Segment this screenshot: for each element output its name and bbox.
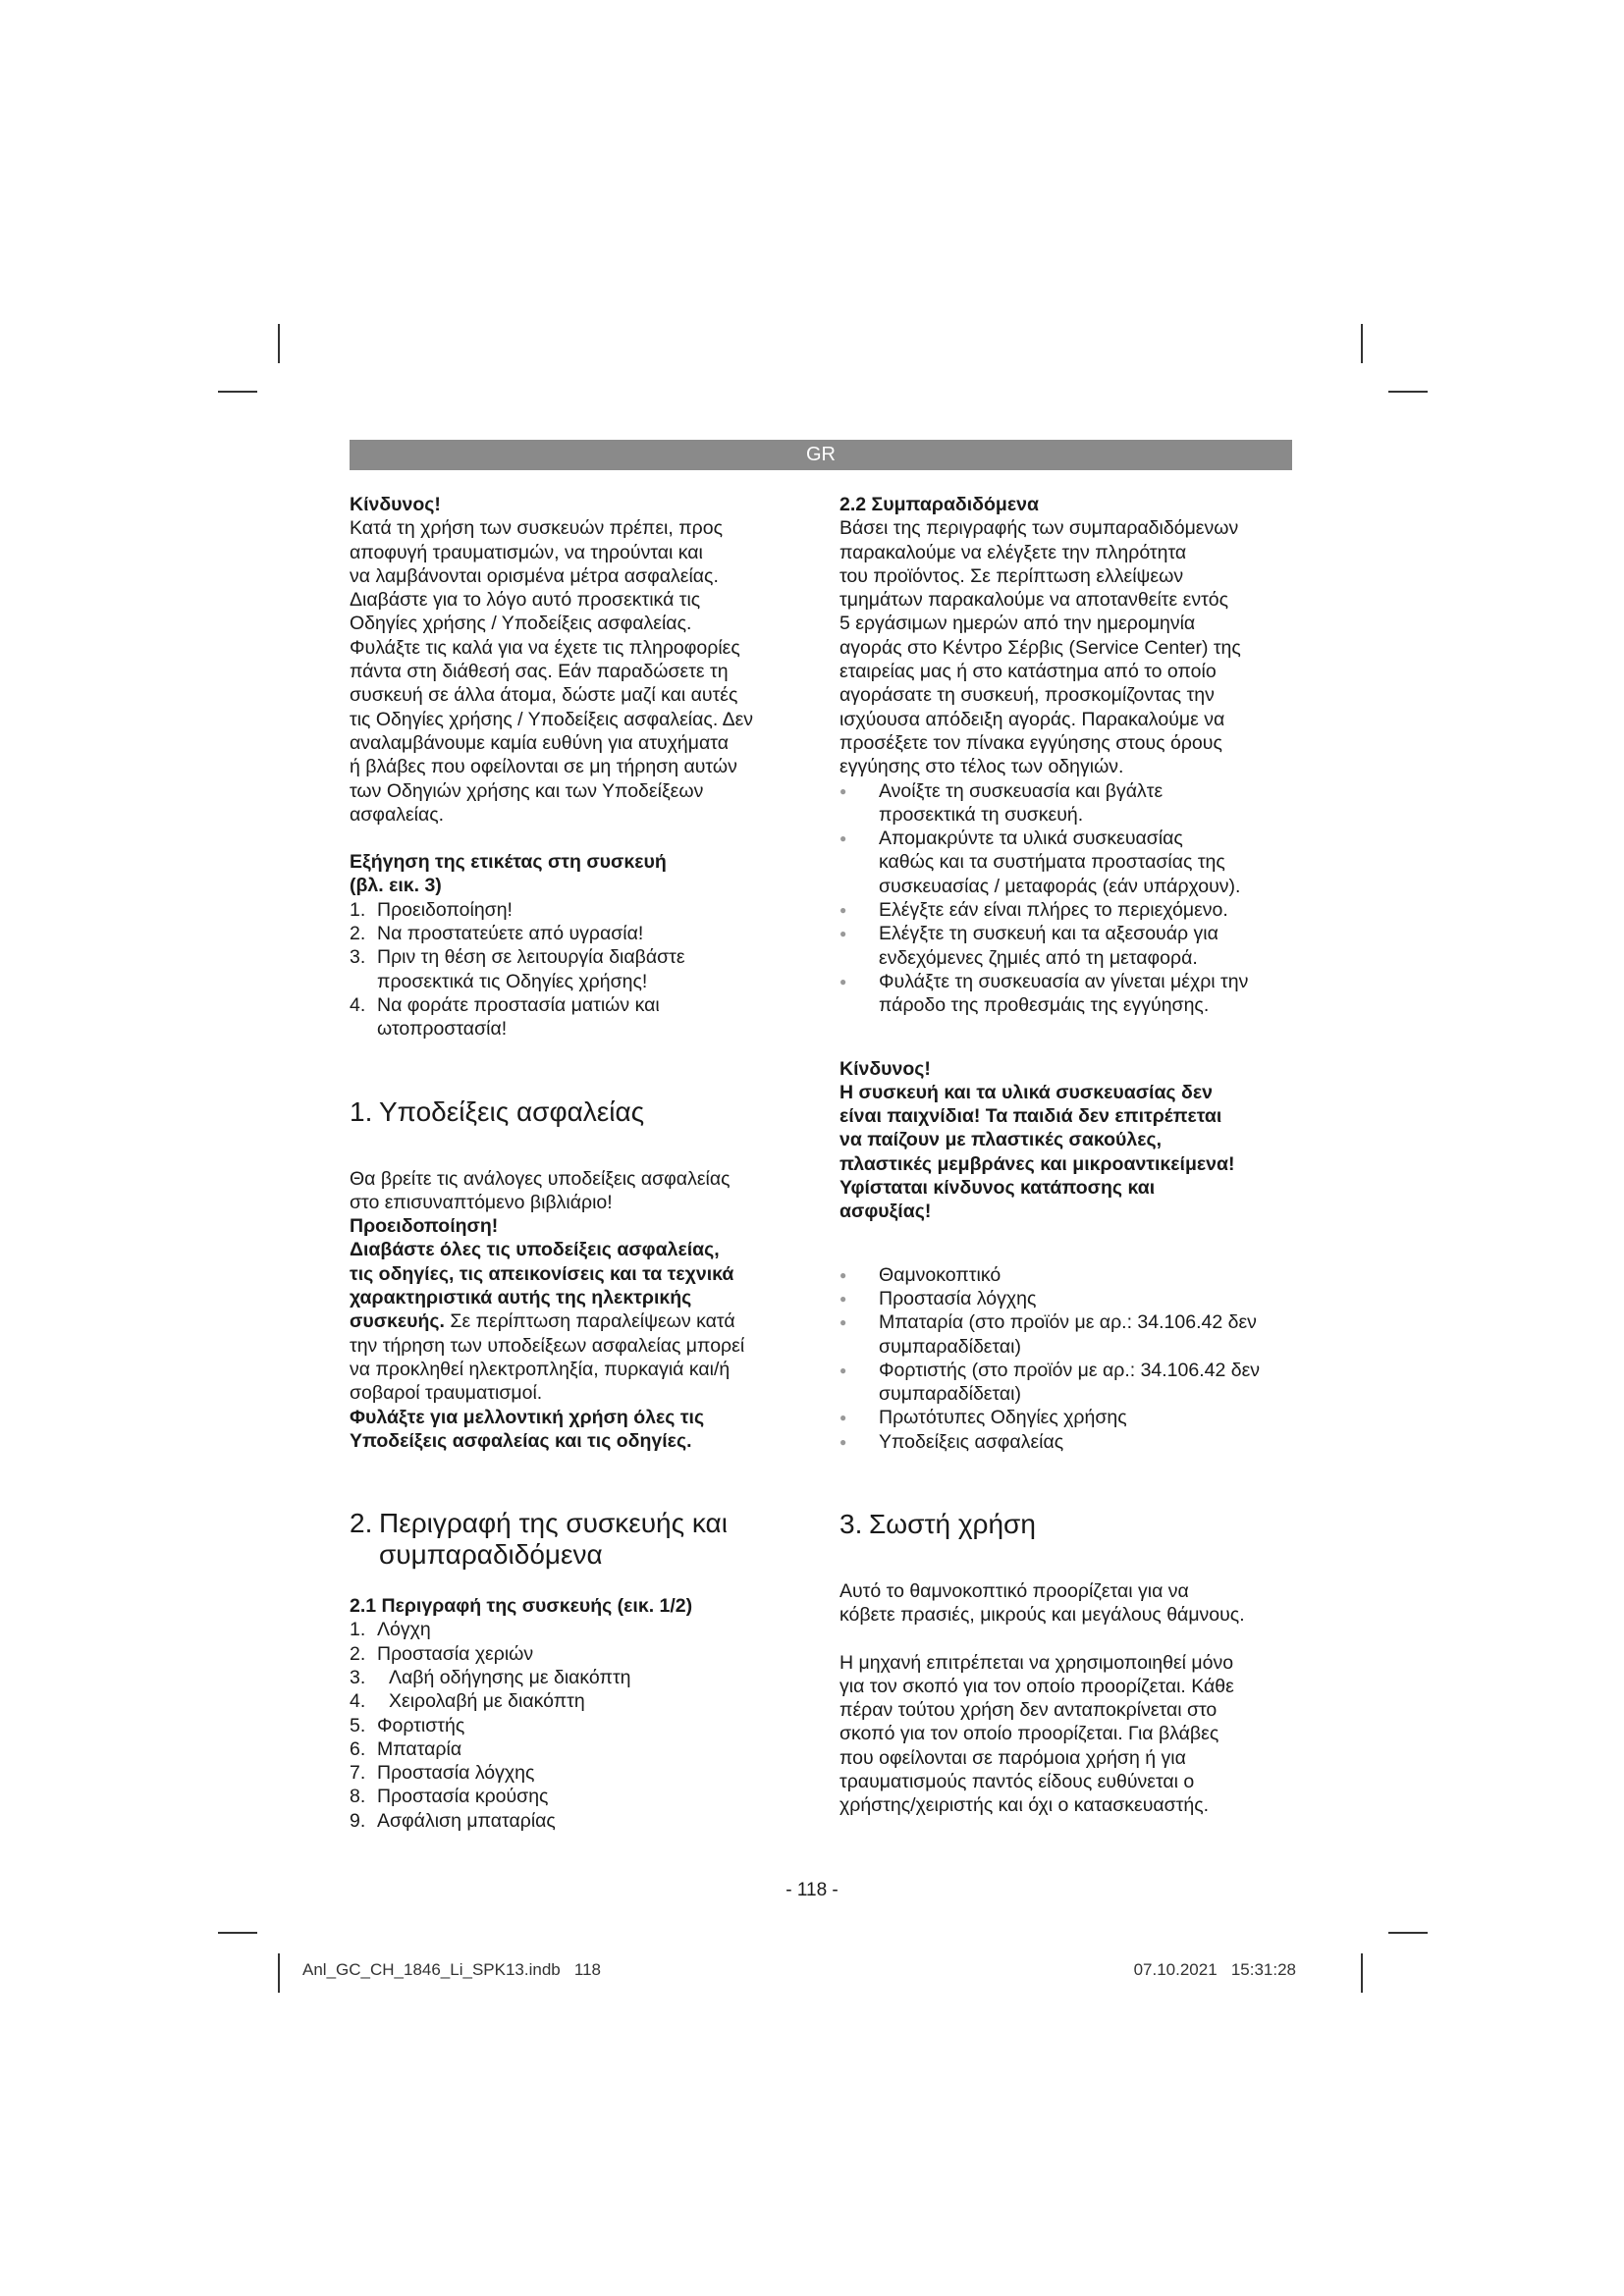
text-line: για τον σκοπό για τον οποίο προορίζεται. Κάθε [839,1675,1234,1697]
list-item [350,1689,801,1713]
text-line: στο επισυναπτόμενο βιβλιάριο! [350,1191,613,1213]
item-text: ● Φυλάξτε τη συσκευασία αν γίνεται μέχρι την [879,970,1249,992]
text-line: Η μηχανή επιτρέπεται να χρησιμοποιηθεί μόνο [839,1651,1234,1674]
item-text: Ασφάλιση μπαταρίας [377,1809,556,1832]
item-text: ● Μπαταρία (στο προϊόν με αρ.: 34.106.42 δεν [879,1311,1257,1334]
list-item [839,1359,1293,1407]
item-text: συμπαραδίδεται) [879,1335,1022,1358]
crop-mark [278,324,280,363]
list-item [839,970,1293,1018]
text-line: Φυλάξτε για μελλοντική χρήση όλες τις [350,1406,705,1428]
item-text: ● Ελέγξτε εάν είναι πλήρες το περιεχόμενο. [879,899,1228,922]
warning-label: Προειδοποίηση! [350,1215,499,1238]
list-item [839,922,1293,970]
text-line: Υποδείξεις ασφαλείας και τις οδηγίες. [350,1429,692,1452]
list-item [350,1737,801,1761]
item-number: 5. [350,1714,366,1736]
supplied-paragraph [839,516,1293,778]
text-line: ισχύουσα απόδειξη αγοράς. Παρακαλούμε να [839,708,1225,730]
crop-mark [1361,1953,1363,1993]
list-item [350,1809,801,1833]
text-line: Θα βρείτε τις ανάλογες υποδείξεις ασφαλείας [350,1167,731,1190]
contents-list [839,1263,1293,1454]
list-item [350,1761,801,1785]
text-line: εταιρείας μας ή στο κατάστημα από το οποίο [839,661,1217,683]
intended-use-paragraph [839,1651,1293,1818]
section-title: Σωστή χρήση [869,1508,1036,1539]
item-text: ενδεχόμενες ζημιές από τη μεταφορά. [879,946,1198,969]
page-number: - 118 - [785,1880,839,1900]
text-line: σκοπό για τον οποίο προορίζεται. Για βλάβες [839,1723,1219,1745]
section-title: Περιγραφή της συσκευής και [379,1508,728,1539]
danger-title: Κίνδυνος! [839,1057,931,1080]
intended-use-paragraph [839,1579,1293,1628]
section-2-heading [350,1508,801,1571]
unpacking-list [839,779,1293,1018]
item-text: ● Υποδείξεις ασφαλείας [879,1430,1064,1453]
label-explanation-ref: (βλ. εικ. 3) [350,875,442,897]
text-line: συσκευή σε άλλα άτομα, δώστε μαζί και αυτές [350,684,738,707]
item-number: 7. [350,1762,366,1785]
item-number: 4. [350,1690,366,1713]
list-item [350,1642,801,1666]
parts-list [350,1618,801,1833]
text-line: κόβετε πρασιές, μικρούς και μεγάλους θάμνους. [839,1604,1245,1627]
text-line: που οφείλονται σε παρόμοια χρήση ή για [839,1746,1186,1769]
section-title: Υποδείξεις ασφαλείας [379,1095,645,1127]
bold-fragment: συσκευής. [350,1310,445,1333]
list-item [350,1714,801,1737]
item-text: Φορτιστής [377,1714,465,1736]
item-text: ● Απομακρύντε τα υλικά συσκευασίας [879,828,1183,850]
text-line: είναι παιχνίδια! Τα παιδιά δεν επιτρέπεται [839,1105,1222,1128]
item-number: 8. [350,1786,366,1808]
section-3-heading [839,1509,1293,1540]
text-line: να λαμβάνονται ορισμένα μέτρα ασφαλείας. [350,564,719,587]
list-item [350,945,801,993]
item-text: Να προστατεύετε από υγρασία! [377,923,644,945]
text-line: Η συσκευή και τα υλικά συσκευασίας δεν [839,1081,1213,1103]
item-text: Πριν τη θέση σε λειτουργία διαβάστε [377,946,685,969]
crop-mark [218,1932,257,1934]
item-text: Λαβή οδήγησης με διακόπτη [389,1666,631,1688]
text-line: Οδηγίες χρήσης / Υποδείξεις ασφαλείας. [350,613,692,635]
text-line [350,1309,801,1333]
list-item [839,1287,1293,1310]
list-item [350,993,801,1041]
list-item [350,1785,801,1808]
text-line: πάντα στη διάθεσή σας. Εάν παραδώσετε τη [350,661,729,683]
list-item [839,1406,1293,1429]
item-text: ● Ανοίξτε τη συσκευασία και βγάλτε [879,779,1164,802]
item-text: συσκευασίας / μεταφοράς (εάν υπάρχουν). [879,875,1241,897]
item-text: συμπαραδίδεται) [879,1383,1022,1406]
item-number: 3. [350,946,366,969]
text-line: τραυματισμούς παντός είδους ευθύνεται ο [839,1771,1195,1793]
text-line: χαρακτηριστικά αυτής της ηλεκτρικής [350,1287,692,1309]
text-line: να προκληθεί ηλεκτροπληξία, πυρκαγιά και/ή [350,1358,731,1380]
list-item [350,922,801,945]
item-text: Προστασία χεριών [377,1642,534,1665]
item-number: 6. [350,1737,366,1760]
text-line: την τήρηση των υποδείξεων ασφαλείας μπορεί [350,1334,745,1357]
section-title-cont: συμπαραδιδόμενα [379,1539,603,1571]
list-item [350,898,801,922]
danger-paragraph [350,516,801,827]
print-datetime: 07.10.2021 15:31:28 [1133,1960,1296,1979]
item-text: ● Θαμνοκοπτικό [879,1263,1001,1286]
item-text: Προειδοποίηση! [377,898,513,921]
text-line: σοβαροί τραυματισμοί. [350,1382,543,1405]
list-item [839,827,1293,898]
list-item [350,1618,801,1641]
item-text: ● Φορτιστής (στο προϊόν με αρ.: 34.106.42 δεν [879,1359,1261,1381]
text-line: παρακαλούμε να ελέγξετε την πληρότητα [839,541,1187,563]
crop-mark [218,391,257,393]
text-line: αποφυγή τραυματισμών, να τηρούνται και [350,541,703,563]
section-1-intro [350,1167,801,1215]
text-line: τμημάτων παρακαλούμε να αποτανθείτε εντός [839,589,1229,612]
text-line: Διαβάστε για το λόγο αυτό προσεκτικά τις [350,589,701,612]
text-line: ασφυξίας! [839,1201,932,1223]
language-code: GR [806,444,836,465]
item-text: ● Ελέγξτε τη συσκευή και τα αξεσουάρ για [879,923,1218,945]
item-text: καθώς και τα συστήματα προστασίας της [879,851,1225,874]
warning-paragraph [350,1238,801,1453]
item-text: προσεκτικά τις Οδηγίες χρήσης! [377,970,648,992]
list-item [839,1430,1293,1454]
label-list [350,898,801,1041]
text-line: αγοράσατε τη συσκευή, προσκομίζοντας την [839,684,1215,707]
section-number: 2. [350,1508,373,1539]
list-item [839,1310,1293,1359]
text-line: αγοράς στο Κέντρο Σέρβις (Service Center) της [839,636,1241,659]
text-line: προσέξετε τον πίνακα εγγύησης στους όρους [839,731,1222,754]
text-line: Κατά τη χρήση των συσκευών πρέπει, προς [350,517,723,540]
section-1-heading [350,1096,801,1128]
text-line: εγγύησης στο τέλος των οδηγιών. [839,756,1124,778]
text-line: Διαβάστε όλες τις υποδείξεις ασφαλείας, [350,1239,720,1261]
text-line: χρήστης/χειριστής και όχι ο κατασκευαστής. [839,1794,1210,1817]
text-line: Φυλάξτε τις καλά για να έχετε τις πληροφορίες [350,636,740,659]
item-number: 1. [350,1619,366,1641]
text-line: πέραν τούτου χρήση δεν ανταποκρίνεται στο [839,1699,1218,1722]
item-text: ● Προστασία λόγχης [879,1287,1037,1309]
normal-fragment: Σε περίπτωση παραλείψεων κατά [444,1310,735,1333]
text-line: του προϊόντος. Σε περίπτωση ελλείψεων [839,564,1184,587]
file-name: Anl_GC_CH_1846_Li_SPK13.indb 118 [302,1960,602,1979]
item-text: Να φοράτε προστασία ματιών και [377,993,660,1016]
item-number: 1. [350,898,366,921]
list-item [350,1666,801,1689]
left-column [350,493,801,1833]
text-line: αναλαμβάνουμε καμία ευθύνη για ατυχήματα [350,731,729,754]
text-line: πλαστικές μεμβράνες και μικροαντικείμενα! [839,1152,1235,1175]
text-line: Αυτό το θαμνοκοπτικό προορίζεται για να [839,1579,1189,1602]
item-number: 9. [350,1809,366,1832]
subsection-2-1-title: 2.1 Περιγραφή της συσκευής (εικ. 1/2) [350,1595,693,1618]
item-text: Λόγχη [377,1619,431,1641]
item-number: 2. [350,923,366,945]
crop-mark [1388,391,1428,393]
text-line: ή βλάβες που οφείλονται σε μη τήρηση αυτών [350,756,737,778]
right-column [839,493,1293,1818]
subsection-2-2-title: 2.2 Συμπαραδιδόμενα [839,494,1039,515]
item-text: πάροδο της προθεσμάις της εγγύησης. [879,994,1210,1017]
language-header-bar [350,440,1292,470]
text-line: των Οδηγιών χρήσης και των Υποδείξεων [350,779,704,802]
text-line: Υφίσταται κίνδυνος κατάποσης και [839,1177,1156,1200]
list-item [839,779,1293,828]
text-line: Βάσει της περιγραφής των συμπαραδιδόμενων [839,517,1239,540]
section-number: 3. [839,1508,863,1539]
item-number: 2. [350,1642,366,1665]
item-text: Χειρολαβή με διακόπτη [389,1690,585,1713]
text-line: ασφαλείας. [350,803,445,826]
item-text: Προστασία λόγχης [377,1762,535,1785]
item-text: ωτοπροστασία! [377,1018,508,1041]
text-line: να παίζουν με πλαστικές σακούλες, [839,1129,1163,1151]
item-text: προσεκτικά τη συσκευή. [879,803,1084,826]
item-text: ● Πρωτότυπες Οδηγίες χρήσης [879,1407,1127,1429]
text-line: τις οδηγίες, τις απεικονίσεις και τα τεχνικά [350,1262,734,1285]
item-text: Προστασία κρούσης [377,1786,549,1808]
crop-mark [1361,324,1363,363]
section-number: 1. [350,1095,373,1127]
text-line: 5 εργάσιμων ημερών από την ημερομηνία [839,613,1196,635]
item-number: 4. [350,993,366,1016]
text-line: τις Οδηγίες χρήσης / Υποδείξεις ασφαλείας. Δεν [350,708,754,730]
item-text: Μπαταρία [377,1737,462,1760]
danger-paragraph [839,1081,1293,1224]
crop-mark [1388,1932,1428,1934]
danger-title: Κίνδυνος! [350,494,441,515]
label-explanation-title: Εξήγηση της ετικέτας στη συσκευή [350,851,667,874]
crop-mark [278,1953,280,1993]
list-item [839,1263,1293,1287]
list-item [839,898,1293,922]
item-number: 3. [350,1666,366,1688]
